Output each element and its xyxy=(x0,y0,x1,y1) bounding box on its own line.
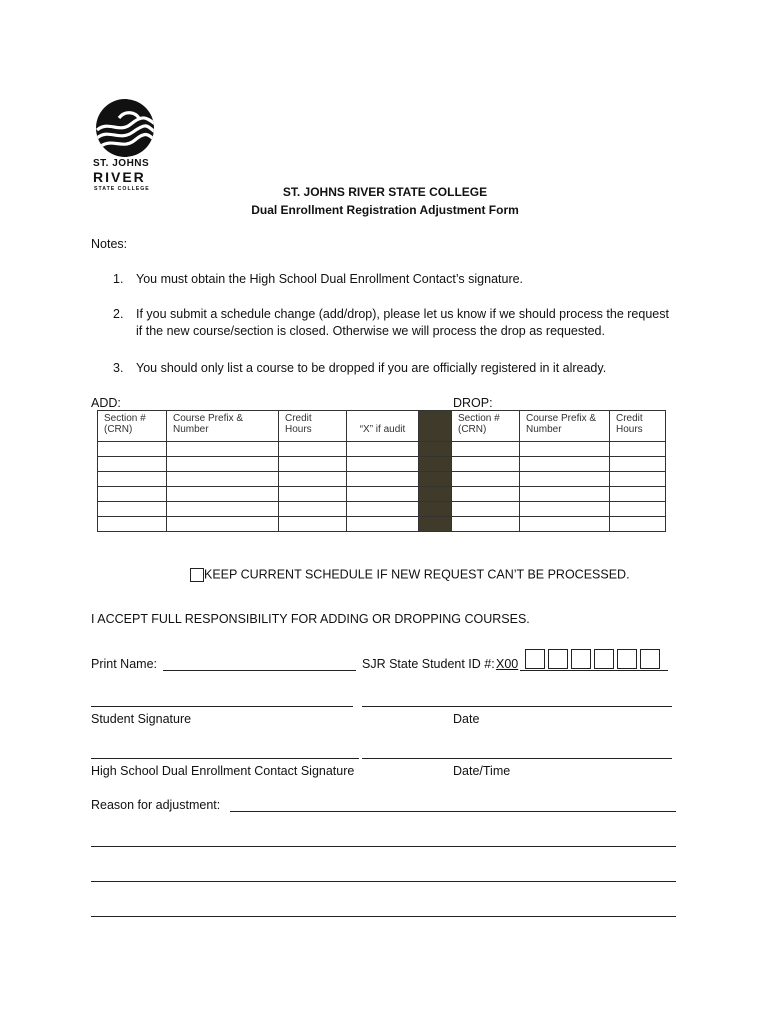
add-audit-cell[interactable] xyxy=(347,457,419,472)
notes-label: Notes: xyxy=(91,237,128,251)
add-header-crn: Section # (CRN) xyxy=(98,411,167,442)
table-row xyxy=(98,442,666,457)
drop-credit-cell[interactable] xyxy=(610,442,666,457)
note-3-text: You should only list a course to be dropped if you are officially registered in it already. xyxy=(136,361,607,375)
drop-crn-cell[interactable] xyxy=(452,472,520,487)
add-crn-cell[interactable] xyxy=(98,517,167,532)
drop-label: DROP: xyxy=(453,396,493,410)
add-header-audit: “X” if audit xyxy=(347,411,419,442)
add-course-cell[interactable] xyxy=(167,442,279,457)
table-header-row xyxy=(98,411,666,442)
add-course-cell[interactable] xyxy=(167,502,279,517)
add-header-course: Course Prefix & Number xyxy=(167,411,279,442)
add-credit-cell[interactable] xyxy=(279,472,347,487)
add-audit-cell[interactable] xyxy=(347,502,419,517)
add-crn-cell[interactable] xyxy=(98,487,167,502)
note-3-number: 3. xyxy=(113,361,124,375)
add-course-cell[interactable] xyxy=(167,517,279,532)
student-id-label: SJR State Student ID #: xyxy=(362,657,495,671)
add-audit-cell[interactable] xyxy=(347,487,419,502)
student-signature-line[interactable] xyxy=(91,706,353,707)
add-audit-cell[interactable] xyxy=(347,442,419,457)
college-name: ST. JOHNS RIVER STATE COLLEGE xyxy=(282,185,488,199)
drop-course-cell[interactable] xyxy=(520,457,610,472)
drop-crn-cell[interactable] xyxy=(452,442,520,457)
hs-date-line[interactable] xyxy=(362,758,672,759)
form-title: Dual Enrollment Registration Adjustment Form xyxy=(251,203,519,217)
add-crn-cell[interactable] xyxy=(98,472,167,487)
add-credit-cell[interactable] xyxy=(279,457,347,472)
drop-crn-cell[interactable] xyxy=(452,517,520,532)
student-date-line[interactable] xyxy=(362,706,672,707)
student-id-digit-box[interactable] xyxy=(640,649,660,669)
add-course-cell[interactable] xyxy=(167,472,279,487)
student-id-digit-box[interactable] xyxy=(571,649,591,669)
note-1-text: You must obtain the High School Dual Enrollment Contact’s signature. xyxy=(136,272,524,286)
table-divider xyxy=(419,487,452,502)
logo-emblem-icon xyxy=(95,98,155,158)
add-crn-cell[interactable] xyxy=(98,457,167,472)
student-signature-label: Student Signature xyxy=(91,712,192,726)
drop-course-cell[interactable] xyxy=(520,472,610,487)
table-divider xyxy=(419,517,452,532)
logo-text-line3: STATE COLLEGE xyxy=(94,186,150,192)
hs-signature-label: High School Dual Enrollment Contact Signature xyxy=(91,764,355,778)
add-credit-cell[interactable] xyxy=(279,487,347,502)
logo-text-line1: ST. JOHNS xyxy=(93,158,150,169)
drop-credit-cell[interactable] xyxy=(610,487,666,502)
add-audit-cell[interactable] xyxy=(347,472,419,487)
hs-signature-line[interactable] xyxy=(91,758,359,759)
drop-credit-cell[interactable] xyxy=(610,457,666,472)
table-row xyxy=(98,487,666,502)
add-credit-cell[interactable] xyxy=(279,502,347,517)
note-2-text-line1: If you submit a schedule change (add/drop), please let us know if we should process the request xyxy=(136,307,669,321)
drop-crn-cell[interactable] xyxy=(452,502,520,517)
table-divider xyxy=(419,411,452,442)
reason-line-1[interactable] xyxy=(230,811,676,812)
add-audit-cell[interactable] xyxy=(347,517,419,532)
logo-text-line2: RIVER xyxy=(93,169,146,185)
drop-course-cell[interactable] xyxy=(520,487,610,502)
reason-line-4[interactable] xyxy=(91,916,676,917)
table-divider xyxy=(419,442,452,457)
drop-credit-cell[interactable] xyxy=(610,472,666,487)
drop-header-course: Course Prefix & Number xyxy=(520,411,610,442)
table-row xyxy=(98,472,666,487)
student-id-prefix: X00 xyxy=(496,657,519,671)
course-table xyxy=(97,410,666,532)
responsibility-statement: I ACCEPT FULL RESPONSIBILITY FOR ADDING OR DROPPING COURSES. xyxy=(91,612,530,626)
add-course-cell[interactable] xyxy=(167,457,279,472)
add-course-cell[interactable] xyxy=(167,487,279,502)
table-divider xyxy=(419,472,452,487)
drop-header-credit: Credit Hours xyxy=(610,411,666,442)
drop-crn-cell[interactable] xyxy=(452,457,520,472)
date-label: Date xyxy=(453,712,480,726)
reason-line-2[interactable] xyxy=(91,846,676,847)
note-2-number: 2. xyxy=(113,307,124,321)
student-id-digit-box[interactable] xyxy=(617,649,637,669)
drop-course-cell[interactable] xyxy=(520,517,610,532)
add-header-credit: Credit Hours xyxy=(279,411,347,442)
add-credit-cell[interactable] xyxy=(279,517,347,532)
student-id-underline xyxy=(520,670,668,671)
drop-course-cell[interactable] xyxy=(520,442,610,457)
table-row xyxy=(98,502,666,517)
student-id-digit-box[interactable] xyxy=(525,649,545,669)
print-name-field[interactable] xyxy=(163,670,356,671)
drop-header-crn: Section # (CRN) xyxy=(452,411,520,442)
table-divider xyxy=(419,457,452,472)
student-id-digit-box[interactable] xyxy=(594,649,614,669)
table-divider xyxy=(419,502,452,517)
add-crn-cell[interactable] xyxy=(98,442,167,457)
table-row xyxy=(98,517,666,532)
date-time-label: Date/Time xyxy=(453,764,511,778)
keep-schedule-label: KEEP CURRENT SCHEDULE IF NEW REQUEST CAN’T BE PROCESSED. xyxy=(204,567,630,582)
add-crn-cell[interactable] xyxy=(98,502,167,517)
add-credit-cell[interactable] xyxy=(279,442,347,457)
reason-line-3[interactable] xyxy=(91,881,676,882)
table-row xyxy=(98,457,666,472)
drop-course-cell[interactable] xyxy=(520,502,610,517)
keep-schedule-option[interactable] xyxy=(190,567,630,582)
drop-crn-cell[interactable] xyxy=(452,487,520,502)
drop-credit-cell[interactable] xyxy=(610,502,666,517)
drop-credit-cell[interactable] xyxy=(610,517,666,532)
reason-label: Reason for adjustment: xyxy=(91,798,221,812)
add-label: ADD: xyxy=(91,396,121,410)
college-logo xyxy=(90,98,160,198)
print-name-label: Print Name: xyxy=(91,657,157,671)
note-2-text-line2: if the new course/section is closed. Otherwise we will process the drop as requested. xyxy=(136,324,605,338)
keep-schedule-checkbox[interactable] xyxy=(190,568,204,582)
note-1-number: 1. xyxy=(113,272,124,286)
student-id-digit-box[interactable] xyxy=(548,649,568,669)
